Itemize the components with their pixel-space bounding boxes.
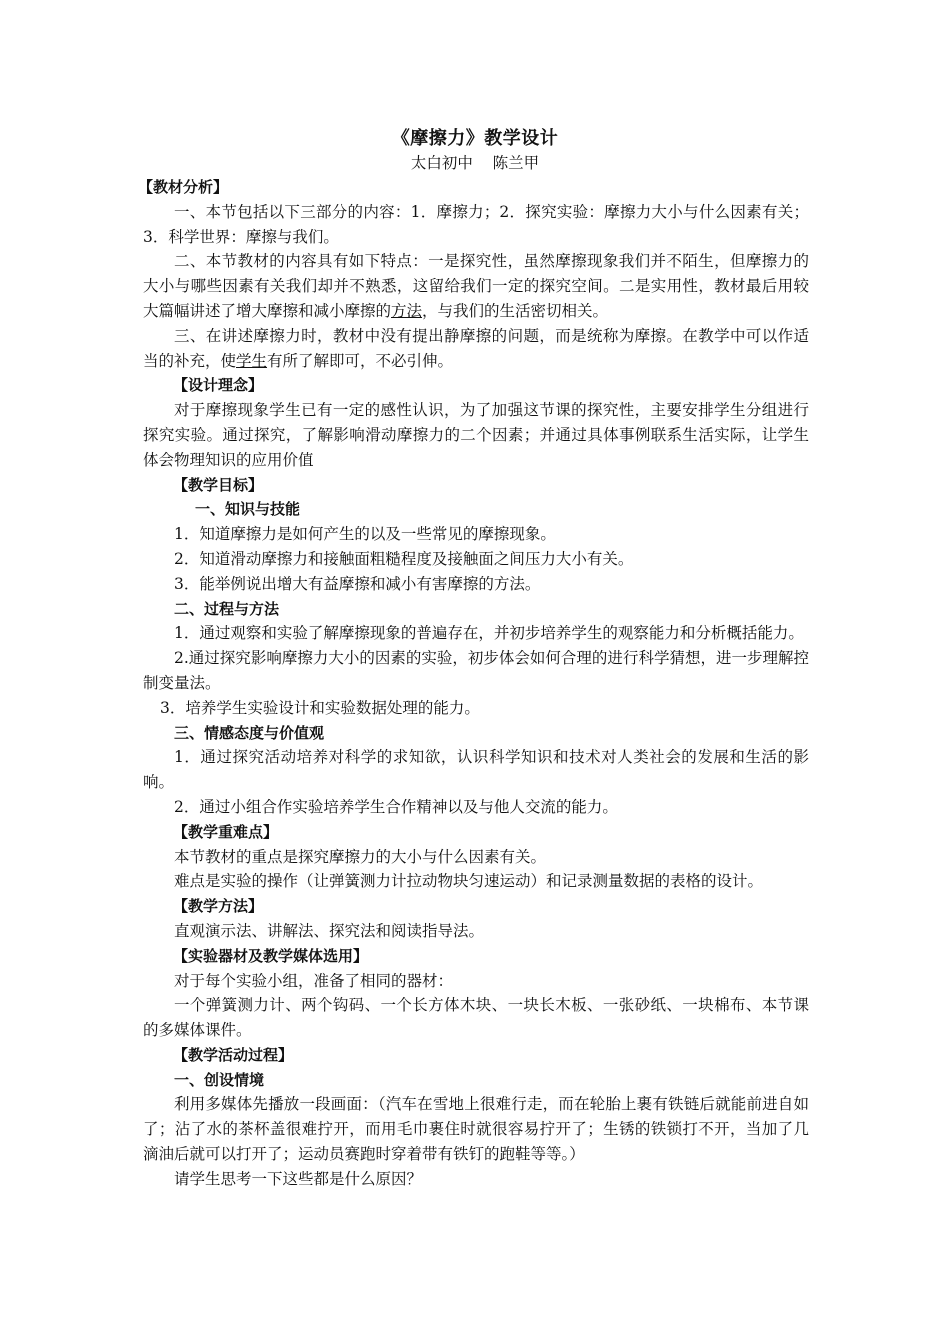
- goal-knowledge-3: 3．能举例说出增大有益摩擦和减小有害摩擦的方法。: [174, 574, 541, 593]
- paragraph-features: [143, 249, 809, 323]
- paragraph-static-friction-text-a: 三、在讲述摩擦力时，教材中没有提出静摩擦的问题，而是统称为摩擦。在教学中可以作适当的补充，使: [143, 326, 809, 370]
- goal-process-2: 2.通过探究影响摩擦力大小的因素的实验，初步体会如何合理的进行科学猜想，进一步理解控制变量法。: [143, 649, 809, 692]
- paragraph-design-concept: 对于摩擦现象学生已有一定的感性认识，为了加强这节课的探究性，主要安排学生分组进行探究实验。通过探究，了解影响滑动摩擦力的二个因素；并通过具体事例联系生活实际，让学生体会物理知识的应用价值: [143, 401, 809, 469]
- paragraph-teaching-methods: 直观演示法、讲解法、探究法和阅读指导法。: [174, 921, 485, 940]
- heading-teaching-methods: 【教学方法】: [173, 897, 264, 916]
- heading-textbook-analysis: 【教材分析】: [138, 178, 229, 196]
- goal-process-3: 3．培养学生实验设计和实验数据处理的能力。: [160, 698, 480, 717]
- heading-teaching-activities: 【教学活动过程】: [173, 1045, 294, 1064]
- link-student: 学生: [236, 351, 268, 370]
- paragraph-features-text-b: ，与我们的生活密切相关。: [422, 301, 609, 320]
- goal-knowledge-1: 1．知道摩擦力是如何产生的以及一些常见的摩擦现象。: [174, 525, 556, 544]
- paragraph-scenario-question: 请学生思考一下这些都是什么原因？: [174, 1169, 423, 1188]
- heading-knowledge-skills: 一、知识与技能: [195, 500, 301, 519]
- goal-knowledge-2: 2．知道滑动摩擦力和接触面粗糙程度及接触面之间压力大小有关。: [174, 549, 634, 568]
- paragraph-features-text-a: 二、本节教材的内容具有如下特点：一是探究性，虽然摩擦现象我们并不陌生，但摩擦力的大小与哪些因素有关我们却并不熟悉，这留给我们一定的探究空间。二是实用性，教材最后用较大篇幅讲述了增大摩擦和减小摩擦的: [143, 252, 809, 320]
- paragraph-static-friction: [143, 324, 809, 374]
- paragraph-content-overview: 一、本节包括以下三部分的内容：1．摩擦力；2．探究实验：摩擦力大小与什么因素有关；3．科学世界：摩擦与我们。: [143, 202, 809, 246]
- goal-process-1: 1．通过观察和实验了解摩擦现象的普遍存在，并初步培养学生的观察能力和分析概括能力。: [174, 624, 804, 643]
- heading-create-scenario: 一、创设情境: [174, 1070, 265, 1089]
- paragraph-equipment-list: 一个弹簧测力计、两个钩码、一个长方体木块、一块长木板、一张砂纸、一块棉布、本节课的多媒体课件。: [143, 996, 809, 1040]
- paragraph-difficult-point: 难点是实验的操作（让弹簧测力计拉动物块匀速运动）和记录测量数据的表格的设计。: [174, 872, 764, 891]
- heading-key-difficult-points: 【教学重难点】: [173, 822, 279, 841]
- heading-process-methods: 二、过程与方法: [174, 599, 280, 618]
- goal-attitude-2: 2．通过小组合作实验培养学生合作精神以及与他人交流的能力。: [174, 797, 618, 816]
- paragraph-equipment-intro: 对于每个实验小组，准备了相同的器材：: [174, 971, 454, 990]
- link-method: 方法: [391, 301, 423, 320]
- heading-equipment-media: 【实验器材及教学媒体选用】: [173, 946, 369, 965]
- document-body: [138, 175, 809, 1192]
- paragraph-scenario-media: 利用多媒体先播放一段画面：（汽车在雪地上很难行走，而在轮胎上裹有铁链后就能前进自如了；沾了水的茶杯盖很难拧开，而用毛巾裹住时就很容易拧开了；生锈的铁锁打不开，当加了几滴油后就可以打开了；运动员赛跑时穿着带有铁钉的跑鞋等等。）: [143, 1095, 809, 1164]
- document-title: 《摩擦力》教学设计: [391, 128, 559, 149]
- paragraph-static-friction-text-b: 有所了解即可，不必引伸。: [267, 351, 454, 370]
- heading-attitude-values: 三、情感态度与价值观: [174, 723, 325, 742]
- goal-attitude-1: 1．通过探究活动培养对科学的求知欲，认识科学知识和技术对人类社会的发展和生活的影响。: [143, 748, 809, 792]
- heading-teaching-goals: 【教学目标】: [173, 475, 264, 494]
- paragraph-key-point: 本节教材的重点是探究摩擦力的大小与什么因素有关。: [174, 847, 547, 866]
- document-author: 太白初中 陈兰甲: [410, 154, 540, 172]
- heading-design-concept: 【设计理念】: [173, 376, 264, 395]
